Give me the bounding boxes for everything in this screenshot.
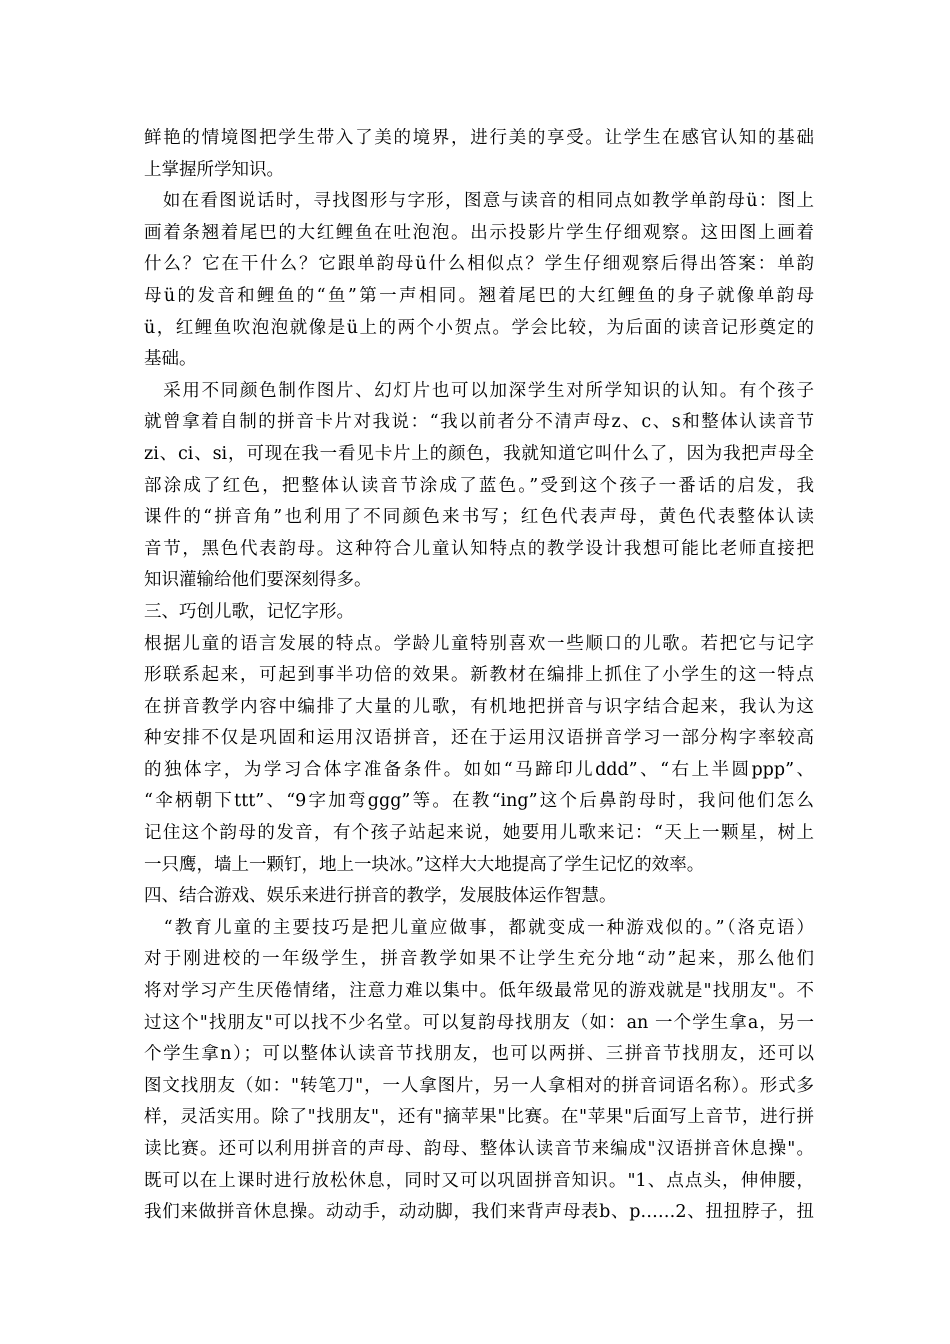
text-line: 上掌握所学知识。 [144, 159, 284, 180]
text-line: ü，红鲤鱼吹泡泡就像是ü上的两个小贺点。学会比较，为后面的读音记形奠定的 [144, 317, 814, 338]
document-body [144, 123, 814, 1229]
text-line: 我们来做拼音休息操。动动手，动动脚，我们来背声母表b、p……2、扭扭脖子，扭 [144, 1202, 814, 1223]
text-line: 采用不同颜色制作图片、幻灯片也可以加深学生对所学知识的认知。有个孩子 [144, 380, 814, 401]
text-line: 个学生拿n）；可以整体认读音节找朋友，也可以两拼、三拼音节找朋友，还可以 [144, 1044, 814, 1065]
text-line: 部涂成了红色，把整体认读音节涂成了蓝色。”受到这个孩子一番话的启发，我 [144, 475, 814, 496]
text-line: 种安排不仅是巩固和运用汉语拼音，还在于运用汉语拼音学习一部分构字率较高 [144, 728, 814, 749]
text-line: 基础。 [144, 349, 197, 370]
text-line: 在拼音教学内容中编排了大量的儿歌，有机地把拼音与识字结合起来，我认为这 [144, 696, 814, 717]
text-line: 既可以在上课时进行放松休息，同时又可以巩固拼音知识。"1、点点头，伸伸腰， [144, 1170, 814, 1191]
text-line: 四、结合游戏、娱乐来进行拼音的教学，发展肢体运作智慧。 [144, 886, 617, 907]
text-line: 课件的“拼音角”也利用了不同颜色来书写；红色代表声母，黄色代表整体认读 [144, 507, 814, 528]
text-line: 过这个"找朋友"可以找不少名堂。可以复韵母找朋友（如：an 一个学生拿a，另一 [144, 1012, 814, 1033]
text-line: 一只鹰，墙上一颗钉，地上一块冰。”这样大大地提高了学生记忆的效率。 [144, 854, 705, 875]
text-line: 形联系起来，可起到事半功倍的效果。新教材在编排上抓住了小学生的这一特点 [144, 665, 814, 686]
text-line: 母ü的发音和鲤鱼的“鱼”第一声相同。翘着尾巴的大红鲤鱼的身子就像单韵母 [144, 285, 814, 306]
text-line: 音节，黑色代表韵母。这种符合儿童认知特点的教学设计我想可能比老师直接把 [144, 538, 814, 559]
text-line: 记住这个韵母的发音，有个孩子站起来说，她要用儿歌来记：“天上一颗星，树上 [144, 823, 814, 844]
text-line: 什么？它在干什么？它跟单韵母ü什么相似点？学生仔细观察后得出答案：单韵 [144, 254, 814, 275]
text-line: 读比赛。还可以利用拼音的声母、韵母、整体认读音节来编成"汉语拼音休息操"。 [144, 1139, 814, 1159]
text-line: “伞柄朝下ttt”、“9字加弯ggg”等。在教“ing”这个后鼻韵母时，我问他们怎么 [144, 791, 814, 812]
text-line: 的独体字，为学习合体字准备条件。如如“马蹄印儿ddd”、“右上半圆ppp”、 [144, 759, 814, 780]
text-line: 如在看图说话时，寻找图形与字形，图意与读音的相同点如教学单韵母ü：图上 [144, 191, 814, 212]
text-line: 图文找朋友（如："转笔刀"，一人拿图片，另一人拿相对的拼音词语名称）。形式多 [144, 1075, 814, 1096]
text-line: 三、巧创儿歌，记忆字形。 [144, 601, 354, 622]
text-line: 根据儿童的语言发展的特点。学龄儿童特别喜欢一些顺口的儿歌。若把它与记字 [144, 633, 814, 654]
text-line: 对于刚进校的一年级学生，拼音教学如果不让学生充分地“动”起来，那么他们 [144, 949, 814, 970]
text-line: 画着条翘着尾巴的大红鲤鱼在吐泡泡。出示投影片学生仔细观察。这田图上画着 [144, 222, 814, 243]
text-line: “教育儿童的主要技巧是把儿童应做事，都就变成一种游戏似的。”（洛克语） [144, 917, 814, 938]
text-line: 就曾拿着自制的拼音卡片对我说：“我以前者分不清声母z、c、s和整体认读音节 [144, 412, 814, 433]
text-line: 将对学习产生厌倦情绪，注意力难以集中。低年级最常见的游戏就是"找朋友"。不 [144, 981, 814, 1002]
text-line: 样，灵活实用。除了"找朋友"，还有"摘苹果"比赛。在"苹果"后面写上音节，进行拼 [144, 1107, 814, 1128]
text-line: 知识灌输给他们要深刻得多。 [144, 570, 372, 591]
text-line: 鲜艳的情境图把学生带入了美的境界，进行美的享受。让学生在感官认知的基础 [144, 128, 814, 148]
text-line: zi、ci、si，可现在我一看见卡片上的颜色，我就知道它叫什么了，因为我把声母全 [144, 443, 814, 464]
